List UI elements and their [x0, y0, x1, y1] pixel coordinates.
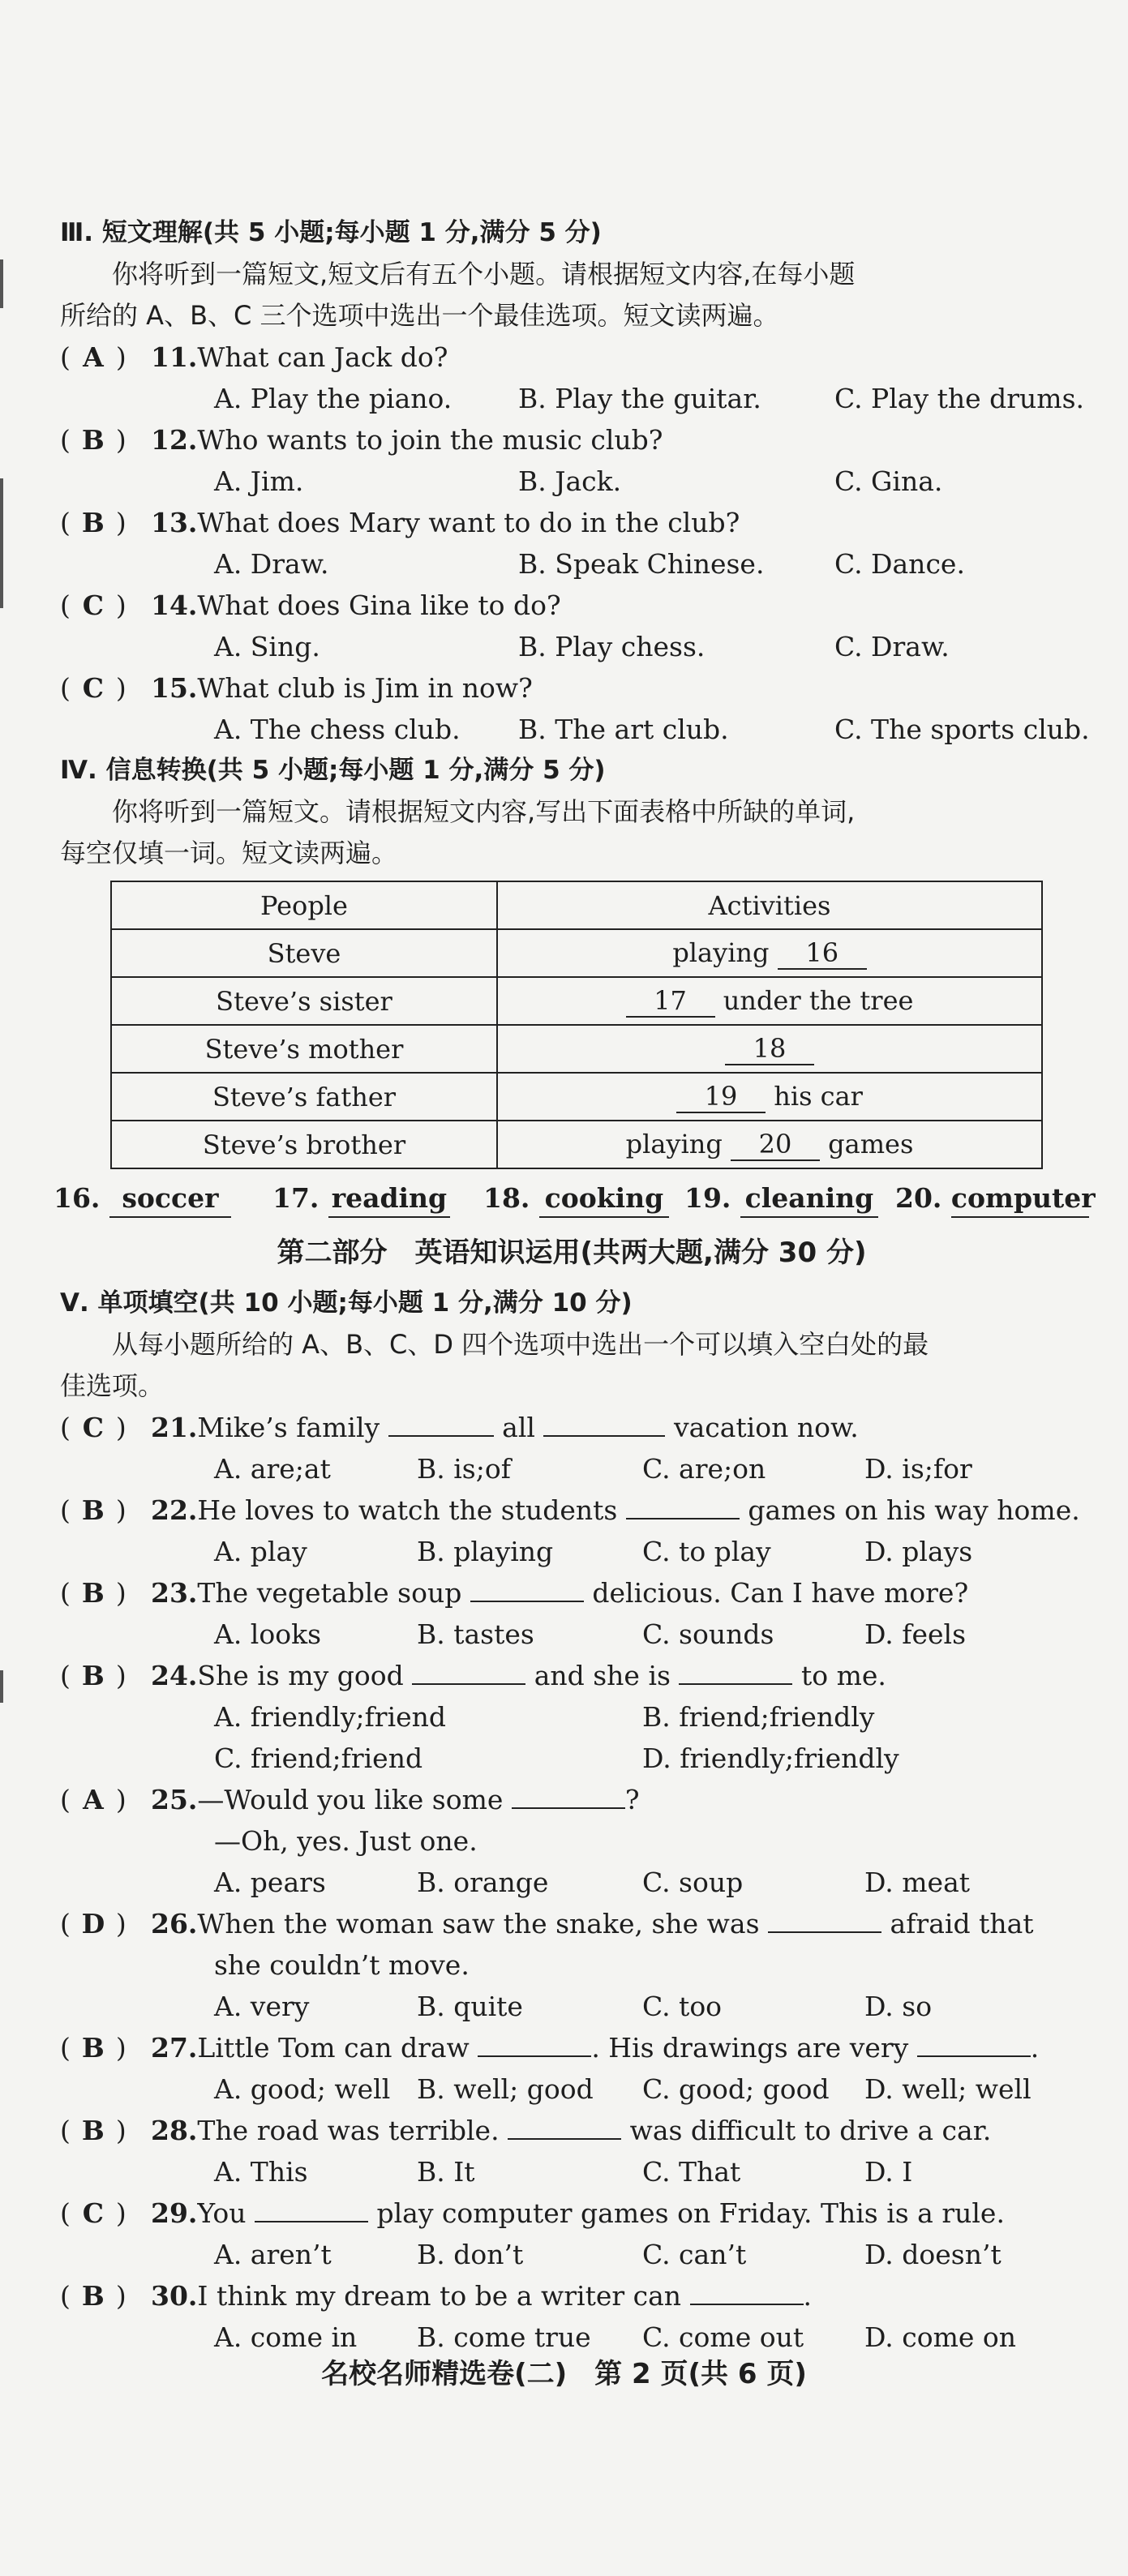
blank	[626, 1490, 740, 1519]
option-d: D. I	[864, 2156, 913, 2188]
option-c: C. friend;friend	[214, 1742, 423, 1774]
answer: B	[81, 2032, 105, 2064]
option-d: D. come on	[864, 2321, 1017, 2353]
option-b: B. Speak Chinese.	[518, 548, 765, 580]
option-c: C. That	[642, 2156, 741, 2188]
answer-20: computer	[951, 1181, 1089, 1218]
option-c: C. are;on	[642, 1453, 766, 1485]
answer: B	[81, 1494, 105, 1526]
section-4-instruction: 你将听到一篇短文。请根据短文内容,写出下面表格中所缺的单词,	[112, 796, 856, 827]
blank	[679, 1656, 792, 1685]
table-row	[111, 1121, 1042, 1168]
blank	[543, 1408, 665, 1437]
blank-17: 17	[626, 985, 715, 1018]
answer: C	[82, 589, 104, 621]
table-row	[111, 929, 1042, 977]
option-a: A. Draw.	[214, 548, 329, 580]
option-c: C. soup	[642, 1867, 744, 1898]
blank	[255, 2193, 368, 2222]
answer: B	[81, 1660, 105, 1691]
question-text: What does Mary want to do in the club?	[197, 507, 740, 538]
info-table	[110, 881, 1043, 1169]
blank	[508, 2111, 621, 2140]
part-2-title: 第二部分 英语知识运用(共两大题,满分 30 分)	[277, 1237, 867, 1269]
blank-16: 16	[778, 937, 867, 970]
option-c: C. too	[642, 1991, 723, 2022]
answer: A	[83, 341, 104, 373]
page-footer: 名校名师精选卷(二) 第 2 页(共 6 页)	[321, 2358, 807, 2390]
question-text: Who wants to join the music club?	[197, 424, 663, 456]
section-3-instruction-cont: 所给的 A、B、C 三个选项中选出一个最佳选项。短文读两遍。	[60, 300, 779, 331]
answer-16: soccer	[109, 1181, 231, 1218]
section-3-instruction: 你将听到一篇短文,短文后有五个小题。请根据短文内容,在每小题	[112, 259, 856, 289]
option-a: A. are;at	[214, 1453, 331, 1485]
question-text: What can Jack do?	[197, 341, 448, 373]
answer: B	[81, 1577, 105, 1609]
scan-edge-mark	[0, 259, 3, 308]
option-a: A. This	[214, 2156, 308, 2188]
activity-cell: 19 his car	[497, 1073, 1042, 1121]
option-b: B. is;of	[417, 1453, 511, 1485]
option-c: C. Play the drums.	[834, 383, 1085, 414]
person-cell: Steve’s father	[111, 1073, 497, 1121]
option-a: A. play	[214, 1536, 307, 1567]
option-d: D. well; well	[864, 2073, 1031, 2105]
option-b: B. Jack.	[518, 465, 622, 497]
scan-edge-mark	[0, 1670, 3, 1703]
option-a: A. Jim.	[214, 465, 304, 497]
option-b: B. orange	[417, 1867, 549, 1898]
option-b: B. It	[417, 2156, 475, 2188]
question-29: ( C ) 29.You play computer games on Friday. This is a rule. A. aren’t B. don’t C. can’t D. doesn’t	[60, 2192, 1083, 2275]
table-row	[111, 1073, 1042, 1121]
option-b: B. Play the guitar.	[518, 383, 761, 414]
option-d: D. feels	[864, 1618, 967, 1650]
blank	[478, 2028, 591, 2057]
column-header-people: People	[111, 881, 497, 929]
option-b: B. The art club.	[518, 714, 729, 745]
fill-in-answers: 16. soccer 17. reading 18. cooking 19. cleaning 20. computer	[60, 1174, 1083, 1223]
answer: B	[81, 507, 105, 538]
question-24: ( B ) 24.She is my good and she is to me. A. friendly;friend B. friend;friendly C. friend;friend D. friendly;friendly	[60, 1655, 1083, 1779]
option-a: A. The chess club.	[214, 714, 461, 745]
option-d: D. friendly;friendly	[642, 1742, 899, 1774]
answer: C	[82, 672, 104, 704]
blank	[768, 1904, 881, 1933]
option-c: C. Draw.	[834, 631, 950, 662]
activity-cell: playing 16	[497, 929, 1042, 977]
option-d: D. doesn’t	[864, 2239, 1001, 2270]
person-cell: Steve’s mother	[111, 1025, 497, 1073]
option-b: B. quite	[417, 1991, 523, 2022]
answer: B	[81, 2280, 105, 2312]
section-5-title: Ⅴ. 单项填空(共 10 小题;每小题 1 分,满分 10 分)	[60, 1288, 633, 1318]
option-a: A. come in	[214, 2321, 358, 2353]
answer-19: cleaning	[740, 1181, 878, 1218]
answer: C	[82, 1412, 104, 1443]
option-b: B. well; good	[417, 2073, 594, 2105]
option-a: A. pears	[214, 1867, 326, 1898]
table-row	[111, 977, 1042, 1025]
option-d: D. so	[864, 1991, 933, 2022]
question-30: ( B ) 30.I think my dream to be a writer can . A. come in B. come true C. come out D. come on	[60, 2275, 1083, 2358]
blank-20: 20	[731, 1129, 820, 1161]
blank	[917, 2028, 1031, 2057]
option-c: C. to play	[642, 1536, 771, 1567]
blank	[470, 1573, 584, 1602]
activity-cell	[497, 1025, 1042, 1073]
activity-cell: playing 20 games	[497, 1121, 1042, 1168]
question-15: ( C ) 15.What club is Jim in now? A. The chess club. B. The art club. C. The sports club.	[60, 667, 1083, 750]
page-content	[54, 212, 1096, 2358]
option-b: B. playing	[417, 1536, 554, 1567]
option-d: D. plays	[864, 1536, 973, 1567]
option-b: B. friend;friendly	[642, 1701, 875, 1733]
table-header-row	[111, 881, 1042, 929]
question-14: ( C ) 14.What does Gina like to do? A. Sing. B. Play chess. C. Draw.	[60, 585, 1083, 667]
option-a: A. very	[214, 1991, 310, 2022]
option-d: D. meat	[864, 1867, 971, 1898]
blank	[388, 1408, 494, 1437]
activity-cell: 17 under the tree	[497, 977, 1042, 1025]
answer-17: reading	[328, 1181, 450, 1218]
option-c: C. The sports club.	[834, 714, 1090, 745]
answer-18: cooking	[539, 1181, 669, 1218]
option-a: A. Play the piano.	[214, 383, 452, 414]
question-text: What does Gina like to do?	[197, 589, 561, 621]
person-cell: Steve	[111, 929, 497, 977]
person-cell: Steve’s brother	[111, 1121, 497, 1168]
question-23: ( B ) 23.The vegetable soup delicious. Can I have more? A. looks B. tastes C. sounds D. feels	[60, 1572, 1083, 1655]
option-a: A. aren’t	[214, 2239, 332, 2270]
answer: A	[83, 1784, 104, 1815]
question-22: ( B ) 22.He loves to watch the students games on his way home. A. play B. playing C. to play D. plays	[60, 1489, 1083, 1572]
question-28: ( B ) 28.The road was terrible. was difficult to drive a car. A. This B. It C. That D. I	[60, 2110, 1083, 2192]
answer: D	[81, 1908, 105, 1940]
scan-edge-mark	[0, 478, 3, 608]
section-4-instruction-cont: 每空仅填一词。短文读两遍。	[60, 838, 398, 868]
person-cell: Steve’s sister	[111, 977, 497, 1025]
answer: B	[81, 424, 105, 456]
option-c: C. come out	[642, 2321, 804, 2353]
question-25: ( A ) 25.—Would you like some ? —Oh, yes. Just one. A. pears B. orange C. soup D. meat	[60, 1779, 1083, 1903]
option-c: C. Dance.	[834, 548, 965, 580]
option-d: D. is;for	[864, 1453, 972, 1485]
option-b: B. Play chess.	[518, 631, 706, 662]
answer: B	[81, 2115, 105, 2146]
blank	[512, 1780, 625, 1809]
question-text: What club is Jim in now?	[197, 672, 533, 704]
question-11: ( A ) 11.What can Jack do? A. Play the piano. B. Play the guitar. C. Play the drums.	[60, 336, 1083, 419]
option-b: B. tastes	[417, 1618, 534, 1650]
table-row	[111, 1025, 1042, 1073]
question-26: ( D ) 26.When the woman saw the snake, she was afraid that she couldn’t move. A. very B. quite C. too D. so	[60, 1903, 1083, 2027]
question-13: ( B ) 13.What does Mary want to do in the club? A. Draw. B. Speak Chinese. C. Dance.	[60, 502, 1083, 585]
option-a: A. Sing.	[214, 631, 320, 662]
option-c: C. can’t	[642, 2239, 747, 2270]
blank	[412, 1656, 525, 1685]
blank-18: 18	[725, 1033, 814, 1065]
blank-19: 19	[676, 1081, 766, 1113]
option-b: B. come true	[417, 2321, 591, 2353]
column-header-activities: Activities	[497, 881, 1042, 929]
section-5-instruction-cont: 佳选项。	[60, 1370, 165, 1401]
option-a: A. looks	[214, 1618, 322, 1650]
section-3-title: Ⅲ. 短文理解(共 5 小题;每小题 1 分,满分 5 分)	[60, 218, 602, 247]
question-21: ( C ) 21.Mike’s family all vacation now. A. are;at B. is;of C. are;on D. is;for	[60, 1407, 1083, 1489]
section-4-title: Ⅳ. 信息转换(共 5 小题;每小题 1 分,满分 5 分)	[60, 756, 606, 785]
option-c: C. sounds	[642, 1618, 774, 1650]
option-c: C. Gina.	[834, 465, 943, 497]
option-a: A. good; well	[214, 2073, 391, 2105]
section-5-instruction: 从每小题所给的 A、B、C、D 四个选项中选出一个可以填入空白处的最	[112, 1329, 929, 1360]
answer: C	[82, 2197, 104, 2229]
option-c: C. good; good	[642, 2073, 830, 2105]
blank	[690, 2276, 804, 2305]
question-27: ( B ) 27.Little Tom can draw . His drawings are very . A. good; well B. well; good C. good; good D. well; well	[60, 2027, 1083, 2110]
question-12: ( B ) 12.Who wants to join the music club? A. Jim. B. Jack. C. Gina.	[60, 419, 1083, 502]
option-b: B. don’t	[417, 2239, 524, 2270]
option-a: A. friendly;friend	[214, 1701, 447, 1733]
